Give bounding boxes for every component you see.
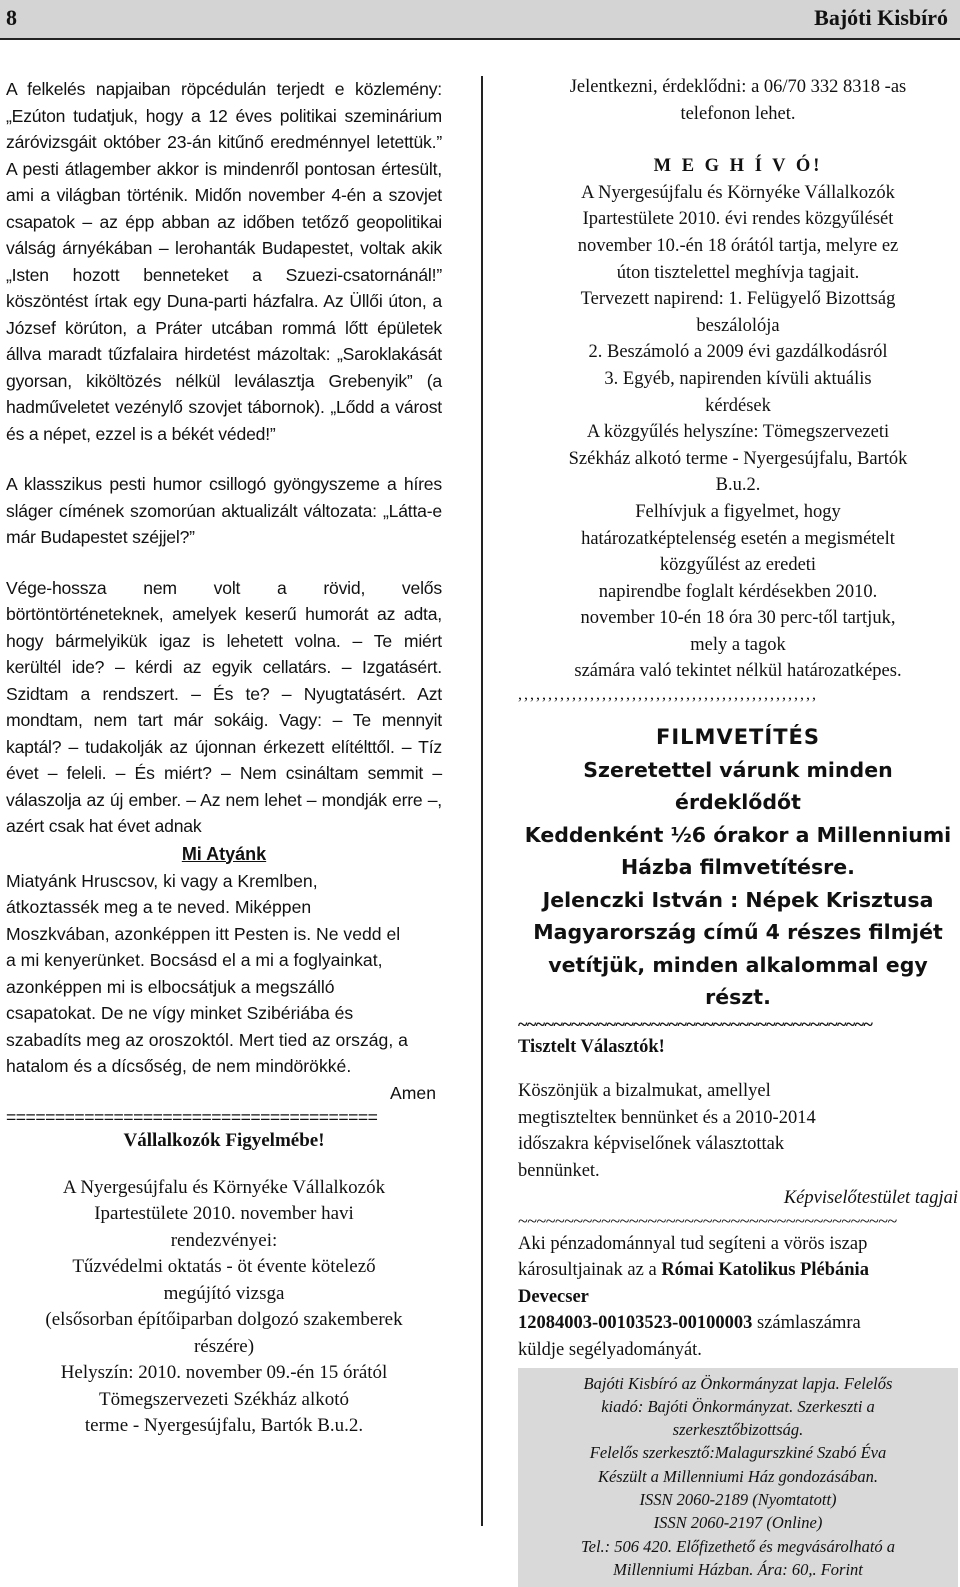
story-paragraph-1: A felkelés napjaiban röpcédulán terjedt e közlemény: „Ezúton tudatjuk, hogy a 12 éves politikai szeminárium záróvizsgáit október 23-án kitűnő eredménnyel letettük.” A pesti átlagember akkor is mindenről pontosan értesült, ami a világban történik. Midőn november 4-én a szovjet csapatok – az épp abban az időben tetőző geopolitikai válság árnyékában – lerohanták Budapestet, voltak akik „Isten hozott benneteket a Szuezi-csatornánál!” köszöntést írtak egy Duna-parti házfalra. Az Üllői úton, a József körúton, a Práter utcában rommá lőtt épületek állva maradt tűzfalaira hirdetést mázoltak: „Saroklakását gyorsan, kiköltözés nélkül leválasztja Grebenyik” (a hadműveletet vezénylő szovjet tábornok). „Lődd a várost és a népet, ezzel is a békét véded!”: [6, 76, 442, 447]
voters-signature: Képviselőtestület tagjai: [518, 1185, 958, 1211]
donation-recipient: Római Katolikus Plébánia Devecser 12084003-00103523-00100003: [518, 1260, 869, 1333]
imprint-line: Millenniumi Házban. Ára: 60,. Forint: [524, 1558, 952, 1581]
comma-separator: ,,,,,,,,,,,,,,,,,,,,,,,,,,,,,,,,,,,,,,,,,,,,,,,,,,: [518, 685, 958, 705]
voters-title: Tisztelt Választók!: [518, 1034, 958, 1061]
imprint-line: Felelős szerkesztő:Malagurszkiné Szabó Éva: [524, 1441, 952, 1464]
story-paragraph-3: Vége-hossza nem volt a rövid, velős börtöntörténeteknek, amelyek keserű humorát az adta, hogy bármelyikük igaz is lehetett volna. – Te miért kerültél ide? – kérdi az egyik cellatárs. – Izgatásért. Szidtam a rendszert. – És te? – Nyugtatásért. Azt mondtam, nem tart már sokáig. Vagy: – Te mennyit kaptál? – tudakolják az újonnan érkezett elítélttől. – Tíz évet – feleli. – És miért? – Nem csináltam semmit – válaszolja az új ember. – Az nem lehet – mondják erre –, azért csak hat évet adnak: [6, 575, 442, 840]
story-paragraph-2: A klasszikus pesti humor csillogó gyöngyszeme a híres sláger címének szomorúan aktualizált változata: „Látta-e már Budapestet széjjel?”: [6, 471, 442, 551]
imprint-line: Tel.: 506 420. Előfizethető és megvásárolható a: [524, 1535, 952, 1558]
page-header: [0, 0, 960, 40]
separator-line: ======================================: [6, 1106, 442, 1128]
prayer-amen: Amen: [6, 1080, 442, 1107]
imprint-line: Bajóti Kisbíró az Önkormányzat lapja. Felelős: [524, 1372, 952, 1395]
imprint-line: ISSN 2060-2189 (Nyomtatott): [524, 1488, 952, 1511]
donation-text-start: Aki pénzadománnyal tud segíteni a vörös iszap károsultjainak az a: [518, 1234, 867, 1281]
prayer-title: Mi Atyánk: [6, 840, 442, 868]
tilde-separator-1: ~~~~~~~~~~~~~~~~~~~~~~~~~~~~~~~~~~~~~~~~: [518, 1014, 958, 1034]
imprint-line: Készült a Millenniumi Ház gondozásában.: [524, 1465, 952, 1488]
voters-text: Köszönjük a bizalmukat, amellyel megtisztelteк bennünket és a 2010-2014 időszakra képviselőnek választottak bennünket.: [518, 1078, 958, 1184]
column-divider: [481, 76, 483, 1526]
publication-title: Bajóti Kisbíró: [814, 5, 948, 31]
imprint-box: [518, 1368, 958, 1587]
film-title: FILMVETÍTÉS: [518, 721, 958, 754]
notice-text: A Nyergesújfalu és Környéke Vállalkozók Ipartestülete 2010. november havi rendezvényei: Tűzvédelmi oktatás - öt évente kötelező megújító vizsga (elsősorban építőiparban dolgozó szakemberek részére) Helyszín: 2010. november 09.-én 15 órától Tömegszervezeti Székház alkotó terme - Nyergesújfalu, Bartók B.u.2.: [6, 1175, 442, 1440]
page-number: 8: [6, 5, 17, 31]
notice-title: Vállalkozók Figyelmébe!: [6, 1128, 442, 1155]
donation-text-end: számlaszámra küldje segélyadományát.: [518, 1313, 861, 1360]
prayer-text: Miatyánk Hruscsov, ki vagy a Kremlben, átkoztassék meg a te neved. Miképpen Moszkvában, azonképpen itt Pesten is. Ne vedd el a mi kenyerünket. Bocsásd el a mi a foglyainkat, azonképpen mi is elbocsátjuk a megszálló csapatokat. De ne vígy minket Szibériába és szabadíts meg az oroszoktól. Mert tied az ország, a hatalom és a dícsőség, de nem mindörökké.: [6, 868, 442, 1080]
right-column: [518, 74, 958, 1587]
imprint-line: szerkesztőbizottság.: [524, 1418, 952, 1441]
donation-text: [518, 1231, 958, 1364]
invitation-title: M E G H Í V Ó!: [518, 153, 958, 180]
film-text: Szeretettel várunk minden érdeklődőt Keddenként ½6 órakor a Millenniumi Házba filmvetítésre. Jelenczki István : Népek Krisztusa Magyarország című 4 részes filmjét vetítjük, minden alkalommal egy részt.: [518, 754, 958, 1014]
imprint-line: ISSN 2060-2197 (Online): [524, 1511, 952, 1534]
left-column: [6, 76, 442, 1440]
invitation-text: A Nyergesújfalu és Környéke Vállalkozók Ipartestülete 2010. évi rendes közgyűlését november 10.-én 18 órától tartja, melyre ez úton tisztelettel meghívja tagjait. Tervezett napirend: 1. Felügyelő Bizottság beszálolója 2. Beszámoló a 2009 évi gazdálkodásról 3. Egyéb, napirenden kívüli aktuális kérdések A közgyűlés helyszíne: Tömegszervezeti Székház alkotó terme - Nyergesújfalu, Bartók B.u.2. Felhívjuk a figyelmet, hogy határozatképtelenség esetén a megismételt közgyűlést az eredeti napirendbe foglalt kérdésekben 2010. november 10-én 18 óra 30 perc-től tartjuk, mely a tagok számára való tekintet nélkül határozatképes.: [518, 180, 958, 685]
tilde-separator-2: ~~~~~~~~~~~~~~~~~~~~~~~~~~~~~~~~~~~~~~~~~: [518, 1211, 958, 1231]
imprint-line: kiadó: Bajóti Önkormányzat. Szerkeszti a: [524, 1395, 952, 1418]
contact-info: Jelentkezni, érdeklődni: a 06/70 332 8318 -as telefonon lehet.: [518, 74, 958, 127]
